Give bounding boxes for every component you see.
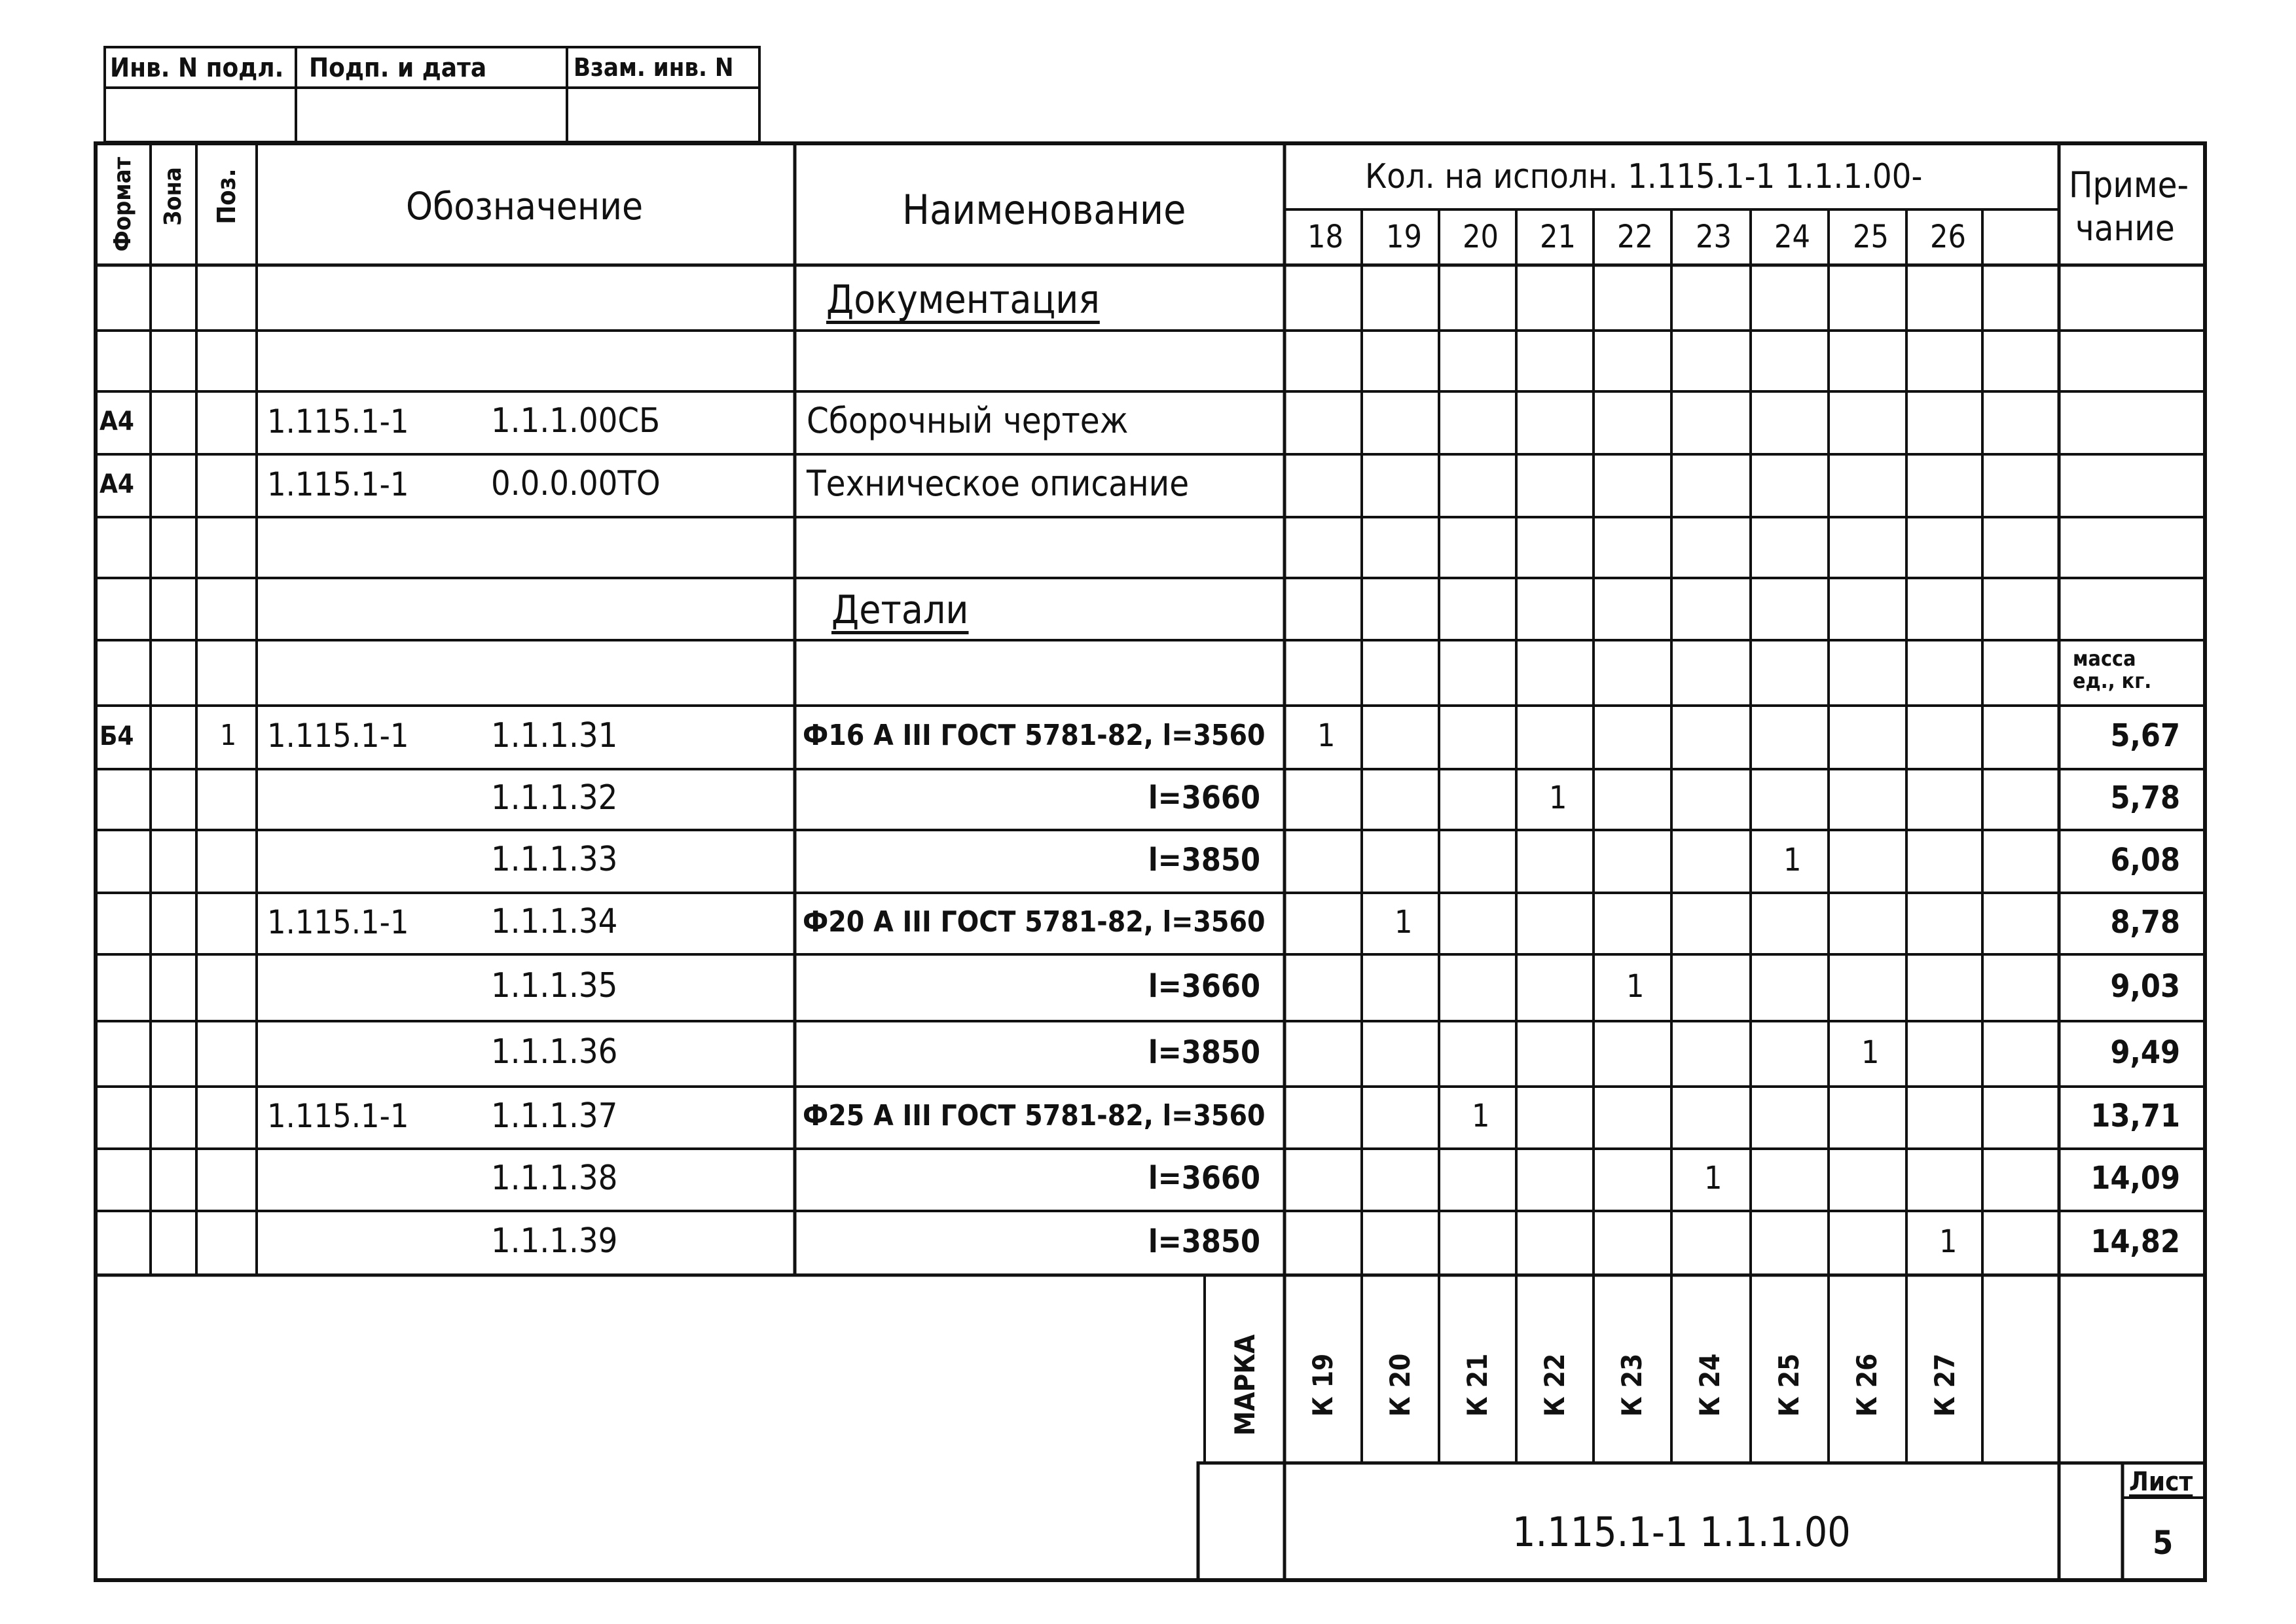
marka-value: К 25 <box>1773 1353 1805 1417</box>
row-note: 5,78 <box>2110 780 2180 817</box>
row-name: Ф25 А III ГОСТ 5781-82, l=3560 <box>803 1099 1266 1133</box>
marka-value: К 19 <box>1307 1353 1339 1417</box>
row-note: 9,49 <box>2110 1034 2180 1071</box>
row-code: 0.0.0.00ТО <box>491 464 661 504</box>
variant-23: 23 <box>1696 219 1732 255</box>
row-doc: 1.115.1-1 <box>267 1097 409 1135</box>
sheet-label: Лист <box>2129 1467 2193 1497</box>
row-code: 1.1.1.36 <box>491 1032 618 1072</box>
row-note: 6,08 <box>2110 841 2180 878</box>
row-note: 9,03 <box>2110 967 2180 1005</box>
header-naimenovanie: Наименование <box>902 186 1186 234</box>
row-doc: 1.115.1-1 <box>267 903 409 941</box>
row-qty: 1 <box>1861 1034 1880 1071</box>
marka-value: К 23 <box>1616 1353 1648 1417</box>
row-qty: 1 <box>1472 1098 1490 1135</box>
row-doc: 1.115.1-1 <box>267 465 409 503</box>
row-name: l=3660 <box>1148 780 1260 817</box>
variant-22: 22 <box>1617 219 1653 255</box>
row-code: 1.1.1.34 <box>491 902 618 942</box>
row-note: 5,67 <box>2110 717 2180 755</box>
row-qty: 1 <box>1317 717 1336 755</box>
header-kol: Кол. на исполн. 1.115.1-1 1.1.1.00- <box>1365 157 1923 196</box>
row-name: l=3850 <box>1148 1223 1260 1260</box>
row-code: 1.1.1.38 <box>491 1158 618 1198</box>
row-qty: 1 <box>1783 841 1802 878</box>
marka-value: К 26 <box>1851 1353 1883 1417</box>
row-format: А4 <box>100 406 134 437</box>
section-details: Детали <box>831 587 969 633</box>
row-code: 1.1.1.39 <box>491 1221 618 1261</box>
title-designation: 1.115.1-1 1.1.1.00 <box>1512 1508 1851 1556</box>
stamp-inv-podl: Инв. N подл. <box>110 53 284 83</box>
row-name: Ф20 А III ГОСТ 5781-82, l=3560 <box>803 905 1266 939</box>
marka-value: К 20 <box>1384 1353 1416 1417</box>
stamp-vzam-inv: Взам. инв. N <box>574 53 734 82</box>
row-qty: 1 <box>1626 967 1645 1005</box>
row-note: 14,82 <box>2090 1223 2180 1260</box>
row-qty: 1 <box>1939 1223 1958 1260</box>
row-doc: 1.115.1-1 <box>267 402 409 441</box>
variant-21: 21 <box>1540 219 1576 255</box>
row-note: 13,71 <box>2090 1098 2180 1135</box>
row-doc: 1.115.1-1 <box>267 717 409 755</box>
row-code: 1.1.1.31 <box>491 715 618 755</box>
header-oboznachenie: Обозначение <box>406 184 644 228</box>
marka-value: К 27 <box>1929 1353 1961 1417</box>
marka-label: МАРКА <box>1229 1334 1261 1436</box>
row-name: l=3660 <box>1148 1160 1260 1197</box>
variant-26: 26 <box>1930 219 1966 255</box>
variant-20: 20 <box>1463 219 1499 255</box>
row-note: 14,09 <box>2090 1160 2180 1197</box>
row-qty: 1 <box>1704 1160 1722 1197</box>
row-code: 1.1.1.32 <box>491 778 618 818</box>
row-name: l=3850 <box>1148 841 1260 878</box>
variant-25: 25 <box>1853 219 1889 255</box>
row-code: 1.1.1.35 <box>491 966 618 1006</box>
row-code: 1.1.1.37 <box>491 1096 618 1136</box>
header-poz: Поз. <box>212 168 241 225</box>
row-name: l=3660 <box>1148 967 1260 1005</box>
marka-value: К 22 <box>1539 1353 1571 1417</box>
row-format: А4 <box>100 469 134 499</box>
row-name: Техническое описание <box>807 463 1190 505</box>
mass-label-2: ед., кг. <box>2073 668 2152 693</box>
row-qty: 1 <box>1394 903 1413 941</box>
marka-value: К 24 <box>1694 1353 1726 1417</box>
row-poz: 1 <box>220 719 237 753</box>
row-format: Б4 <box>100 721 134 751</box>
row-qty: 1 <box>1549 780 1567 817</box>
section-documentation: Документация <box>826 277 1100 323</box>
row-name: l=3850 <box>1148 1034 1260 1071</box>
row-note: 8,78 <box>2110 903 2180 941</box>
header-zona: Зона <box>160 167 187 226</box>
row-code: 1.1.1.00СБ <box>491 401 661 441</box>
row-code: 1.1.1.33 <box>491 840 618 880</box>
variant-19: 19 <box>1386 219 1422 255</box>
marka-value: К 21 <box>1461 1353 1493 1417</box>
variant-24: 24 <box>1774 219 1810 255</box>
sheet-number: 5 <box>2153 1524 2174 1562</box>
row-name: Ф16 А III ГОСТ 5781-82, l=3560 <box>803 719 1266 753</box>
header-primechanie-1: Приме- <box>2069 164 2189 206</box>
variant-18: 18 <box>1307 219 1343 255</box>
mass-label-1: масса <box>2073 646 2136 671</box>
header-format: Формат <box>109 156 136 252</box>
header-primechanie-2: чание <box>2075 208 2175 249</box>
stamp-podp-data: Подп. и дата <box>309 53 487 83</box>
row-name: Сборочный чертеж <box>807 400 1129 442</box>
